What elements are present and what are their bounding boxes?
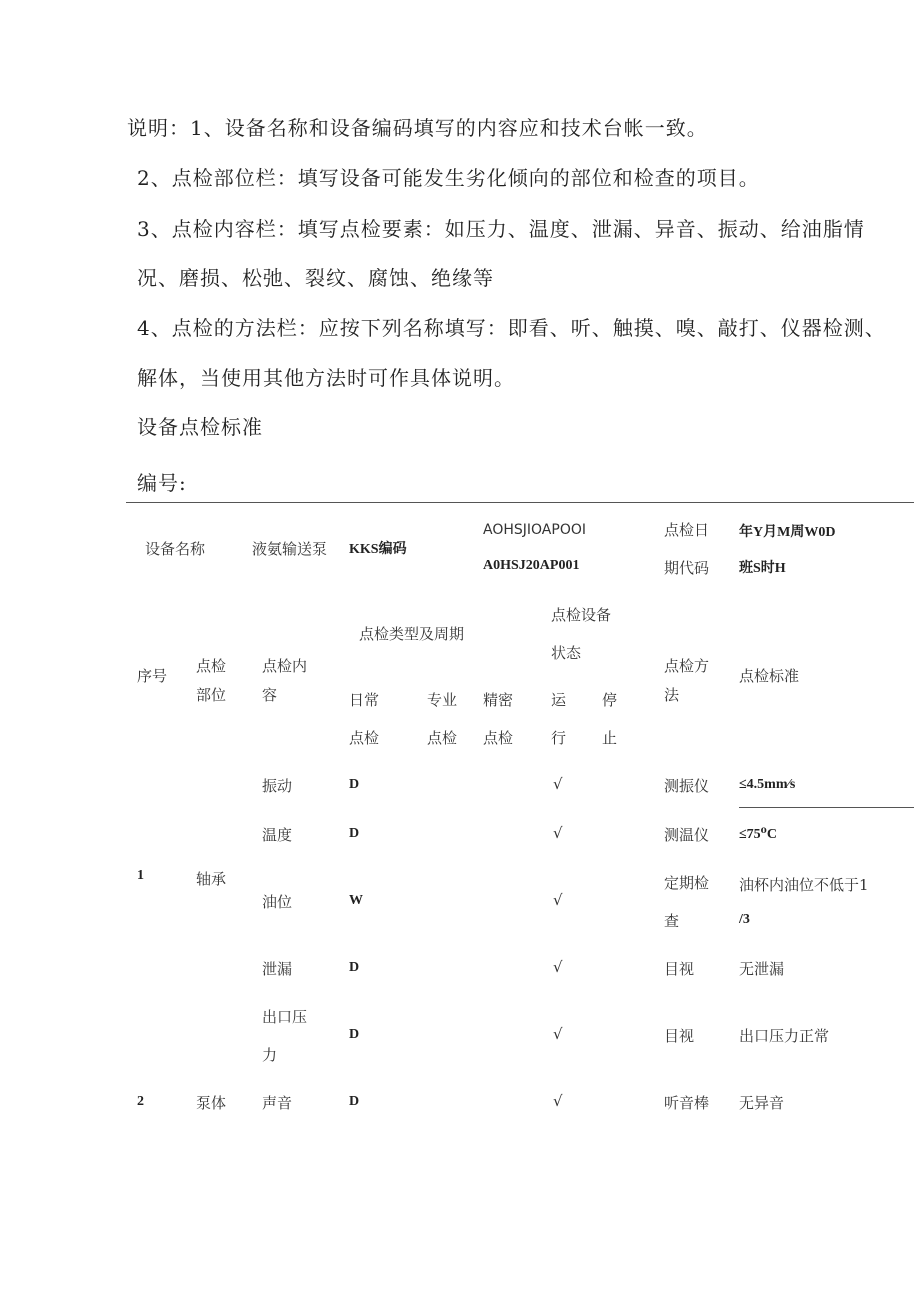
header-daily-1: 日常 — [349, 691, 380, 709]
table-row-content: 泄漏 — [262, 960, 293, 978]
table-row-method-2: 查 — [664, 912, 680, 930]
header-type-period: 点检类型及周期 — [359, 625, 465, 643]
table-row-method-1: 定期检 — [664, 874, 710, 892]
table-row-daily: D — [349, 960, 360, 975]
group-1-part: 轴承 — [196, 870, 227, 888]
table-row-daily: D — [349, 1027, 360, 1042]
table-row-run-check: √ — [553, 1025, 563, 1043]
kks-value-1: AOHSJIOAPOOI — [483, 522, 586, 538]
header-method-2: 法 — [664, 686, 680, 704]
header-pro-2: 点检 — [427, 729, 458, 747]
table-row-method: 目视 — [664, 960, 695, 978]
header-content-1: 点检内 — [262, 657, 308, 675]
table-row-daily: D — [349, 777, 360, 792]
table-row-content-1: 出口压 — [262, 1008, 308, 1026]
table-row-content-2: 力 — [262, 1046, 278, 1064]
table-row-run-check: √ — [553, 891, 563, 909]
header-content-2: 容 — [262, 686, 278, 704]
header-run-2: 行 — [551, 729, 567, 747]
note-line-3b: 况、磨损、松弛、裂纹、腐蚀、绝缘等 — [137, 266, 494, 290]
device-name-label: 设备名称 — [145, 540, 206, 558]
table-row-standard: ≤4.5mm⁄s — [739, 777, 796, 792]
note-line-4a: 4、点检的方法栏：应按下列名称填写：即看、听、触摸、嗅、敲打、仪器检测、 — [137, 316, 886, 340]
table-row-standard-1 — [739, 874, 869, 895]
note-line-2: 2、点检部位栏：填写设备可能发生劣化倾向的部位和检查的项目。 — [137, 166, 760, 190]
table-row-daily: D — [349, 826, 360, 841]
header-part-2: 部位 — [196, 686, 227, 704]
header-state-1: 点检设备 — [551, 606, 612, 624]
period-value-2: 班S时H — [739, 561, 786, 576]
table-row-method: 测温仪 — [664, 826, 710, 844]
period-value-1: 年Y月M周W0D — [739, 525, 836, 540]
device-name-value: 液氨输送泵 — [252, 540, 328, 558]
table-row-run-check: √ — [553, 958, 563, 976]
table-top-rule — [126, 502, 914, 503]
header-pro-1: 专业 — [427, 691, 458, 709]
table-row-standard-2: /3 — [739, 912, 750, 927]
table-row-run-check: √ — [553, 1092, 563, 1110]
group-2-seq: 2 — [137, 1094, 144, 1109]
kks-label: KKS编码 — [349, 542, 407, 557]
table-row-standard: 出口压力正常 — [739, 1027, 830, 1045]
table-row-standard: 无异音 — [739, 1094, 785, 1112]
header-standard: 点检标准 — [739, 667, 800, 685]
kks-value-2: A0HSJ20AP001 — [483, 558, 580, 573]
table-row-method: 目视 — [664, 1027, 695, 1045]
note-line-1: 说明：1、设备名称和设备编码填写的内容应和技术台帐一致。 — [127, 116, 708, 140]
table-row-daily: W — [349, 893, 363, 908]
header-stop-1: 停 — [602, 691, 618, 709]
header-seq: 序号 — [137, 667, 168, 685]
period-label-1: 点检日 — [664, 521, 710, 539]
standard-title: 设备点检标准 — [137, 415, 263, 439]
table-row-run-check: √ — [553, 775, 563, 793]
table-row-method: 听音棒 — [664, 1094, 710, 1112]
group-1-seq: 1 — [137, 868, 144, 883]
table-row-daily: D — [349, 1094, 360, 1109]
row-divider — [739, 807, 914, 808]
note-line-3a: 3、点检内容栏：填写点检要素：如压力、温度、泄漏、异音、振动、给油脂情 — [137, 217, 865, 241]
table-row-content: 振动 — [262, 777, 293, 795]
table-row-content: 油位 — [262, 893, 293, 911]
header-run-1: 运 — [551, 691, 567, 709]
header-precise-2: 点检 — [483, 729, 514, 747]
period-label-2: 期代码 — [664, 559, 710, 577]
group-2-part: 泵体 — [196, 1094, 227, 1112]
table-row-standard: ≤75⁰C — [739, 827, 777, 842]
note-line-4b: 解体，当使用其他方法时可作具体说明。 — [137, 366, 515, 390]
table-row-method: 测振仪 — [664, 777, 710, 795]
header-precise-1: 精密 — [483, 691, 514, 709]
table-row-content: 温度 — [262, 826, 293, 844]
table-row-content: 声音 — [262, 1094, 293, 1112]
standard-text: 油杯内油位不低于1 — [739, 876, 869, 894]
header-stop-2: 止 — [602, 729, 618, 747]
header-state-2: 状态 — [551, 644, 582, 662]
header-daily-2: 点检 — [349, 729, 380, 747]
header-part-1: 点检 — [196, 657, 227, 675]
table-row-standard: 无泄漏 — [739, 960, 785, 978]
header-method-1: 点检方 — [664, 657, 710, 675]
number-label: 编号: — [137, 471, 187, 495]
table-row-run-check: √ — [553, 824, 563, 842]
